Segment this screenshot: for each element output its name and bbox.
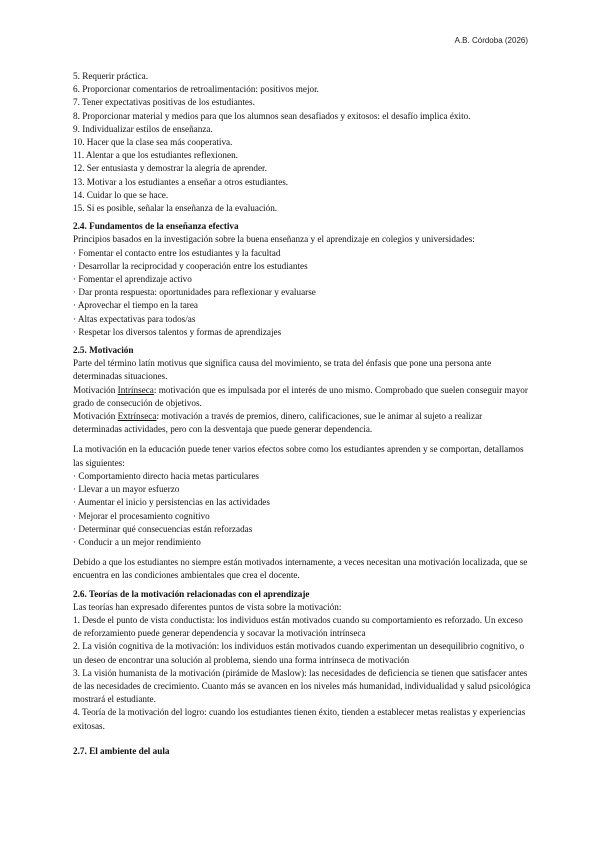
bullet-item: · Respetar los diversos talentos y formas de aprendizajes (73, 326, 282, 337)
list-item: 5. Requerir práctica. (73, 71, 148, 81)
section-intro: Las teorías han expresado diferentes puntos de vista sobre la motivación: (73, 601, 342, 612)
list-item: 9. Individualizar estilos de enseñanza. (73, 123, 213, 134)
section-heading-2-7: 2.7. El ambiente del aula (73, 745, 170, 756)
list-item: 10. Hacer que la clase sea más cooperativa. (73, 137, 233, 148)
list-item: 13. Motivar a los estudiantes a enseñar a otros estudiantes. (73, 176, 289, 187)
list-item: 14. Cuidar lo que se hace. (73, 189, 169, 200)
bullet-item: · Conducir a un mejor rendimiento (73, 536, 201, 547)
bullet-item: · Altas expectativas para todos/as (73, 313, 196, 324)
theory-item: 3. La visión humanista de la motivación (pirámide de Maslow): las necesidades de deficiencia se tienen que satisfacer antes de las necesidades de crecimiento. Cuanto más se avancen en los niveles más humanidad, individualidad y salud psicológica mostrará el estudiante. (73, 667, 531, 705)
page-header-author: A.B. Córdoba (2026) (454, 36, 528, 45)
bullet-item: · Comportamiento directo hacia metas particulares (73, 470, 259, 481)
bullet-item: · Desarrollar la reciprocidad y cooperación entre los estudiantes (73, 260, 308, 271)
paragraph: La motivación en la educación puede tener varios efectos sobre como los estudiantes aprenden y se comportan, detallamos las siguientes: (73, 444, 524, 468)
bullet-item: · Fomentar el contacto entre los estudiantes y la facultad (73, 247, 281, 258)
list-item: 11. Alentar a que los estudiantes reflexionen. (73, 150, 238, 161)
bullet-item: · Aumentar el inicio y persistencias en las actividades (73, 497, 270, 508)
list-item: 15. Si es posible, señalar la enseñanza de la evaluación. (73, 203, 278, 214)
term-definition: : motivación a través de premios, dinero, calificaciones, sue le animar al sujeto a realizar determinadas actividades, pero con la desventaja que puede generar dependencia. (73, 411, 483, 435)
section-intro: Principios basados en la investigación sobre la buena enseñanza y el aprendizaje en colegios y universidades: (73, 234, 475, 245)
list-item: 8. Proporcionar material y medios para que los alumnos sean desafiados y exitosos: el desafío implica éxito. (73, 110, 471, 121)
paragraph: Debido a que los estudiantes no siempre están motivados internamente, a veces necesitan una motivación localizada, que se encuentra en las condiciones ambientales que crea el docente. (73, 557, 528, 581)
theory-item: 4. Teoría de la motivación del logro: cuando los estudiantes tienen éxito, tienden a establecer metas realistas y experiencias exitosas. (73, 707, 526, 731)
bullet-item: · Fomentar el aprendizaje activo (73, 274, 192, 285)
term-lead: Motivación (73, 384, 118, 395)
section-heading-2-4: 2.4. Fundamentos de la enseñanza efectiva (73, 221, 239, 232)
theory-item: 1. Desde el punto de vista conductista: los individuos están motivados cuando su comportamiento es reforzado. Un exceso de reforzamiento puede generar dependencia y socavar la motivación intrínseca (73, 614, 523, 639)
numbered-list (73, 70, 531, 215)
paragraph-intrinsic (73, 384, 531, 410)
section-heading-2-5: 2.5. Motivación (73, 345, 134, 356)
list-item: 7. Tener expectativas positivas de los estudiantes. (73, 97, 255, 108)
theory-item: 2. La visión cognitiva de la motivación: los individuos están motivados cuando experimentan un desequilibrio cognitivo, o un deseo de encontrar una solución al problema, siendo una forma intrínseca de motivación (73, 641, 525, 665)
term-extrinsic: Extrínseca (117, 411, 157, 422)
paragraph-extrinsic (73, 410, 531, 436)
bullet-item: · Llevar a un mayor esfuerzo (73, 484, 180, 495)
bullet-item: · Aprovechar el tiempo en la tarea (73, 300, 198, 311)
list-item: 6. Proporcionar comentarios de retroalimentación: positivos mejor. (73, 84, 319, 95)
list-item: 12. Ser entusiasta y demostrar la alegría de aprender. (73, 163, 267, 174)
bullet-item: · Dar pronta respuesta: oportunidades para reflexionar y evaluarse (73, 287, 316, 298)
section-heading-2-6: 2.6. Teorías de la motivación relacionadas con el aprendizaje (73, 588, 310, 599)
paragraph: Parte del término latín motivus que significa causa del movimiento, se trata del énfasis que pone una persona ante determinadas situaciones. (73, 358, 492, 382)
document-body (73, 70, 531, 758)
bullet-item: · Determinar qué consecuencias están reforzadas (73, 523, 253, 534)
term-intrinsic: Intrínseca (117, 384, 154, 395)
term-definition: : motivación que es impulsada por el interés de uno mismo. Comprobado que suelen conseguir mayor grado de consecución de objetivos. (73, 384, 528, 408)
bullet-item: · Mejorar el procesamiento cognitivo (73, 510, 210, 521)
term-lead: Motivación (73, 411, 118, 422)
